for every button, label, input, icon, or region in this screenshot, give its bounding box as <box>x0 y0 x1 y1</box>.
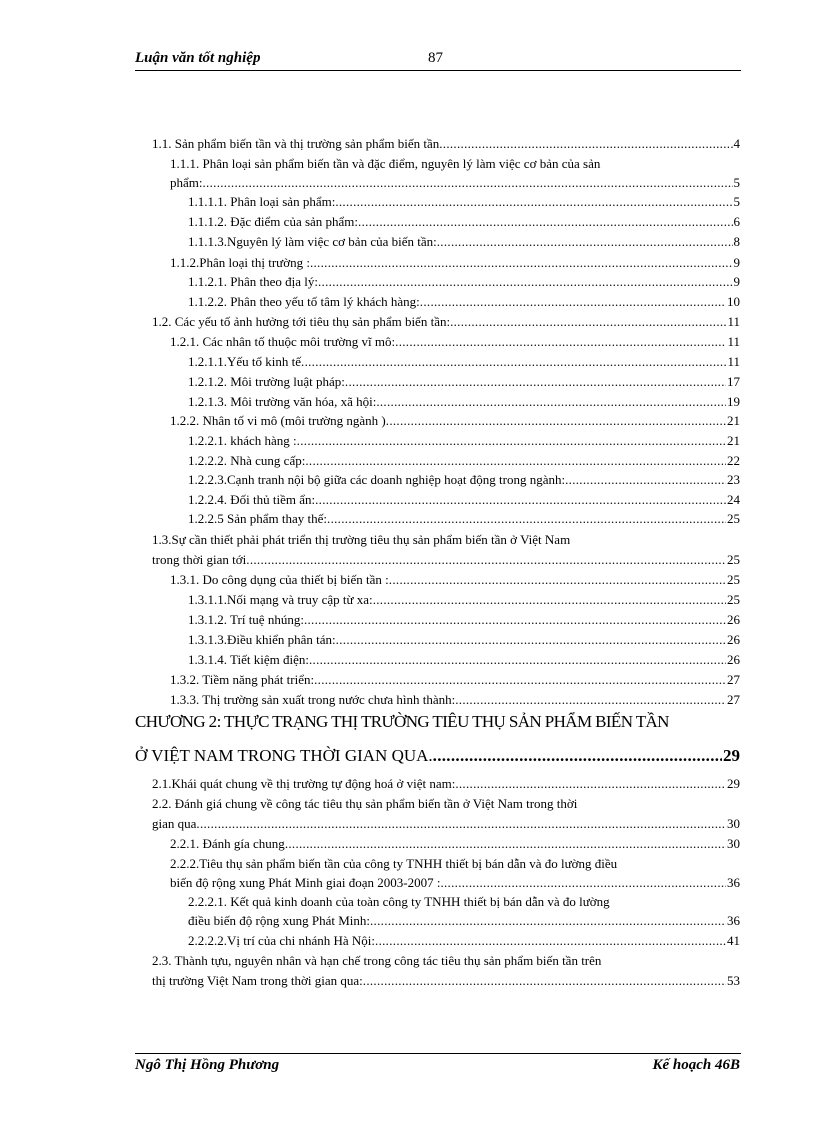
toc-entry: 2.2.2.2.Vị trí của chi nhánh Hà Nội: ..... 41 <box>188 932 740 950</box>
footer-rule <box>135 1053 741 1054</box>
toc-entry: 1.1.1.3.Nguyên lý làm việc cơ bản của biến tần: ..... 8 <box>188 233 740 251</box>
toc-entry-line: 2.2. Đánh giá chung về công tác tiêu thụ sản phẩm biến tần ở Việt Nam trong thời <box>152 796 578 811</box>
toc-entry: 1.2.1.2. Môi trường luật pháp: ..... 17 <box>188 373 740 391</box>
toc-entry: 1.1.2.Phân loại thị trường : ..... 9 <box>170 254 740 272</box>
toc-entry: trong thời gian tới ..... 25 <box>152 551 740 569</box>
toc-entry: 1.2.1.3. Môi trường văn hóa, xã hội: ..... 19 <box>188 393 740 411</box>
toc-entry: thị trường Việt Nam trong thời gian qua: ..... 53 <box>152 972 740 990</box>
chapter-heading-line: CHƯƠNG 2: THỰC TRẠNG THỊ TRƯỜNG TIÊU THỤ SẢN PHẨM BIẾN TẦN <box>135 712 669 731</box>
toc-entry: 1.1.2.2. Phân theo yếu tố tâm lý khách hàng: ..... 10 <box>188 293 740 311</box>
toc-entry-line: 2.3. Thành tựu, nguyên nhân và hạn chế trong công tác tiêu thụ sản phẩm biến tần trên <box>152 953 602 968</box>
toc-entry: 2.1.Khái quát chung về thị trường tự động hoá ở việt nam: ..... 29 <box>152 775 740 793</box>
toc-entry-line: 1.3.Sự cần thiết phải phát triển thị trường tiêu thụ sản phẩm biến tần ở Việt Nam <box>152 532 571 547</box>
toc-entry: 1.2. Các yếu tố ảnh hưởng tới tiêu thụ sản phẩm biến tần: ..... 11 <box>152 313 740 331</box>
toc-entry-line: 2.2.2.1. Kết quả kinh doanh của toàn công ty TNHH thiết bị bán dẫn và đo lường <box>188 894 610 909</box>
toc-entry: biến độ rộng xung Phát Minh giai đoạn 2003-2007 : ..... 36 <box>170 874 740 892</box>
toc-entry: 1.2.2.3.Cạnh tranh nội bộ giữa các doanh nghiệp hoạt động trong ngành: ..... 23 <box>188 471 740 489</box>
toc-entry: 1.1. Sản phẩm biến tần và thị trường sản phẩm biến tần ..... 4 <box>152 135 740 153</box>
toc-entry-line: 2.2.2.Tiêu thụ sản phẩm biến tần của công ty TNHH thiết bị bán dẫn và đo lường điều <box>170 856 618 871</box>
toc-entry: 1.2.2. Nhân tố vi mô (môi trường ngành ) ..... 21 <box>170 412 740 430</box>
toc-entry: 1.2.1.1.Yếu tố kinh tế ..... 11 <box>188 353 740 371</box>
toc-entry: 2.2.1. Đánh gía chung ..... 30 <box>170 835 740 853</box>
toc-entry: 1.2.2.1. khách hàng : ..... 21 <box>188 432 740 450</box>
chapter-heading-entry: Ở VIỆT NAM TRONG THỜI GIAN QUA. ..... 29 <box>135 745 740 767</box>
header-page-number: 87 <box>428 50 443 66</box>
toc-entry: 1.2.2.2. Nhà cung cấp: ..... 22 <box>188 452 740 470</box>
toc-entry: 1.3.1. Do công dụng của thiết bị biến tần : ..... 25 <box>170 571 740 589</box>
toc-entry: 1.2.2.4. Đối thủ tiềm ẩn: ..... 24 <box>188 491 740 509</box>
toc-entry: 1.3.3. Thị trường sản xuất trong nước chưa hình thành: ..... 27 <box>170 691 740 709</box>
toc-entry: 1.2.1. Các nhân tố thuộc môi trường vĩ mô: ..... 11 <box>170 333 740 351</box>
toc-entry-line: 1.1.1. Phân loại sản phẩm biến tần và đặc điểm, nguyên lý làm việc cơ bản của sản <box>170 156 601 171</box>
toc-entry: 1.3.1.1.Nối mạng và truy cập từ xa: ..... 25 <box>188 591 740 609</box>
footer-class: Kế hoạch 46B <box>652 1057 740 1073</box>
toc-entry: 1.3.1.3.Điều khiển phân tán: ..... 26 <box>188 631 740 649</box>
toc-entry: 1.3.1.2. Trí tuệ nhúng: ..... 26 <box>188 611 740 629</box>
header-title: Luận văn tốt nghiệp <box>135 50 261 66</box>
toc-entry: 1.2.2.5 Sản phẩm thay thế: ..... 25 <box>188 510 740 528</box>
toc-entry: 1.1.1.2. Đặc điểm của sản phẩm: ..... 6 <box>188 213 740 231</box>
toc-entry: phẩm: ..... 5 <box>170 174 740 192</box>
toc-entry: 1.1.1.1. Phân loại sản phẩm: ..... 5 <box>188 193 740 211</box>
toc-entry: 1.3.2. Tiềm năng phát triển: ..... 27 <box>170 671 740 689</box>
toc-entry: 1.1.2.1. Phân theo địa lý: ..... 9 <box>188 273 740 291</box>
toc-entry: gian qua ..... 30 <box>152 815 740 833</box>
toc-entry: 1.3.1.4. Tiết kiệm điện: ..... 26 <box>188 651 740 669</box>
footer-author: Ngô Thị Hồng Phương <box>135 1057 280 1073</box>
toc-entry: điều biến độ rộng xung Phát Minh: ..... 36 <box>188 912 740 930</box>
